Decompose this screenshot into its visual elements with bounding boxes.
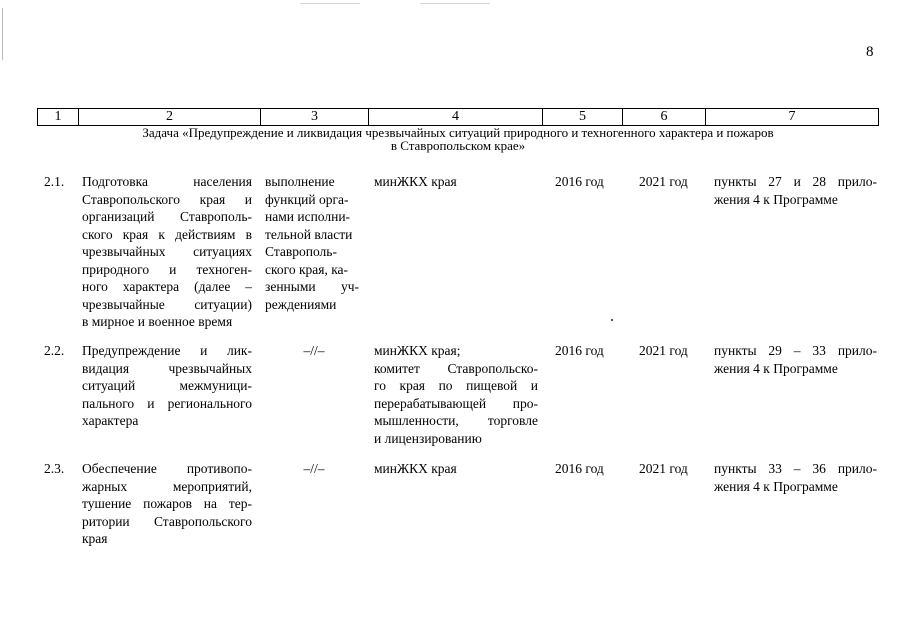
executor	[374, 342, 538, 447]
measure-type-line: ского края, ка-	[265, 261, 349, 277]
measure-name-line: Предупреждение и лик-	[82, 343, 252, 358]
start-year: 2016 год	[555, 174, 604, 189]
measure-name-line: Обеспечение противопо-	[82, 461, 252, 476]
indicator-link	[714, 173, 877, 208]
end-year: 2021 год	[639, 343, 688, 358]
task-title-line: Задача «Предупреждение и ликвидация чрезвычайных ситуаций природного и техногенного характера и пожаров	[142, 125, 774, 140]
indicator-link-line: жения 4 к Программе	[714, 478, 838, 494]
row-number: 2.3.	[44, 461, 65, 476]
indicator-link	[714, 342, 877, 377]
scan-speck	[420, 3, 490, 4]
measure-name-line: характера	[82, 413, 139, 428]
measure-name-line: тушение пожаров на тер-	[82, 496, 252, 511]
column-number: 7	[706, 109, 879, 126]
end-year: 2021 год	[639, 174, 688, 189]
measure-name-line: ситуаций межмуници-	[82, 378, 252, 393]
executor	[374, 173, 538, 191]
executor-line: комитет Ставропольско-	[374, 360, 538, 376]
measure-type-line: реждениями	[265, 296, 337, 312]
measure-name-line: чрезвычайные ситуации)	[82, 296, 252, 312]
executor-line: минЖКХ края;	[374, 343, 461, 358]
indicator-link	[714, 460, 877, 495]
measure-type	[265, 173, 363, 313]
measure-type-line: зенными уч-	[265, 279, 359, 294]
indicator-link-line: жения 4 к Программе	[714, 360, 838, 376]
measure-name	[82, 460, 252, 548]
measure-name-line: чрезвычайных ситуациях	[82, 244, 252, 259]
executor-line: перерабатывающей про-	[374, 395, 538, 411]
column-number: 3	[261, 109, 369, 126]
page-number: 8	[866, 44, 874, 60]
measure-type-line: выполнение	[265, 174, 335, 189]
column-number: 1	[38, 109, 79, 126]
measure-name-line: края	[82, 531, 108, 546]
column-number: 2	[79, 109, 261, 126]
measure-name	[82, 173, 252, 331]
task-title	[60, 126, 856, 152]
start-year: 2016 год	[555, 461, 604, 476]
measure-name-line: ского края к действиям в	[82, 226, 252, 242]
indicator-link-line: жения 4 к Программе	[714, 191, 838, 207]
measure-type-line: –//–	[303, 343, 325, 358]
indicator-link-line: пункты 33 – 36 прило-	[714, 461, 877, 476]
executor-line: го края по пищевой и	[374, 378, 538, 393]
executor	[374, 460, 538, 478]
measure-name-line: видация чрезвычайных	[82, 360, 252, 376]
measure-name-line: Ставропольского края и	[82, 191, 252, 207]
measure-name-line: в мирное и военное время	[82, 314, 233, 329]
measure-name-line: ного характера (далее –	[82, 279, 252, 294]
scan-left-edge	[2, 8, 3, 60]
task-title-line: в Ставропольском крае»	[390, 138, 526, 153]
measure-name-line: Подготовка населения	[82, 174, 252, 189]
measure-type	[265, 342, 363, 360]
indicator-link-line: пункты 27 и 28 прило-	[714, 174, 877, 189]
column-number: 5	[543, 109, 623, 126]
measure-type-line: нами исполни-	[265, 209, 351, 224]
column-number: 6	[623, 109, 706, 126]
measure-name	[82, 342, 252, 430]
measure-type-line: тельной власти	[265, 226, 353, 242]
column-number: 4	[369, 109, 543, 126]
measure-type-line: Ставрополь-	[265, 244, 337, 259]
indicator-link-line: пункты 29 – 33 прило-	[714, 343, 877, 358]
executor-line: мышленности, торговле	[374, 413, 538, 428]
measure-type	[265, 460, 363, 478]
end-year: 2021 год	[639, 461, 688, 476]
row-number: 2.2.	[44, 343, 65, 358]
measure-name-line: ритории Ставропольского	[82, 513, 252, 529]
measure-type-line: –//–	[303, 461, 325, 476]
column-number-row	[37, 108, 879, 126]
measure-name-line: природного и техноген-	[82, 261, 252, 277]
executor-line: минЖКХ края	[374, 461, 457, 476]
start-year: 2016 год	[555, 343, 604, 358]
measure-name-line: жарных мероприятий,	[82, 478, 252, 494]
row-number: 2.1.	[44, 174, 65, 189]
measure-type-line: функций орга-	[265, 191, 349, 207]
scan-speck	[300, 3, 360, 4]
executor-line: минЖКХ края	[374, 174, 457, 189]
measure-name-line: пального и регионального	[82, 395, 252, 411]
scan-speck	[611, 319, 613, 321]
measure-name-line: организаций Ставрополь-	[82, 209, 252, 224]
executor-line: и лицензированию	[374, 430, 482, 446]
